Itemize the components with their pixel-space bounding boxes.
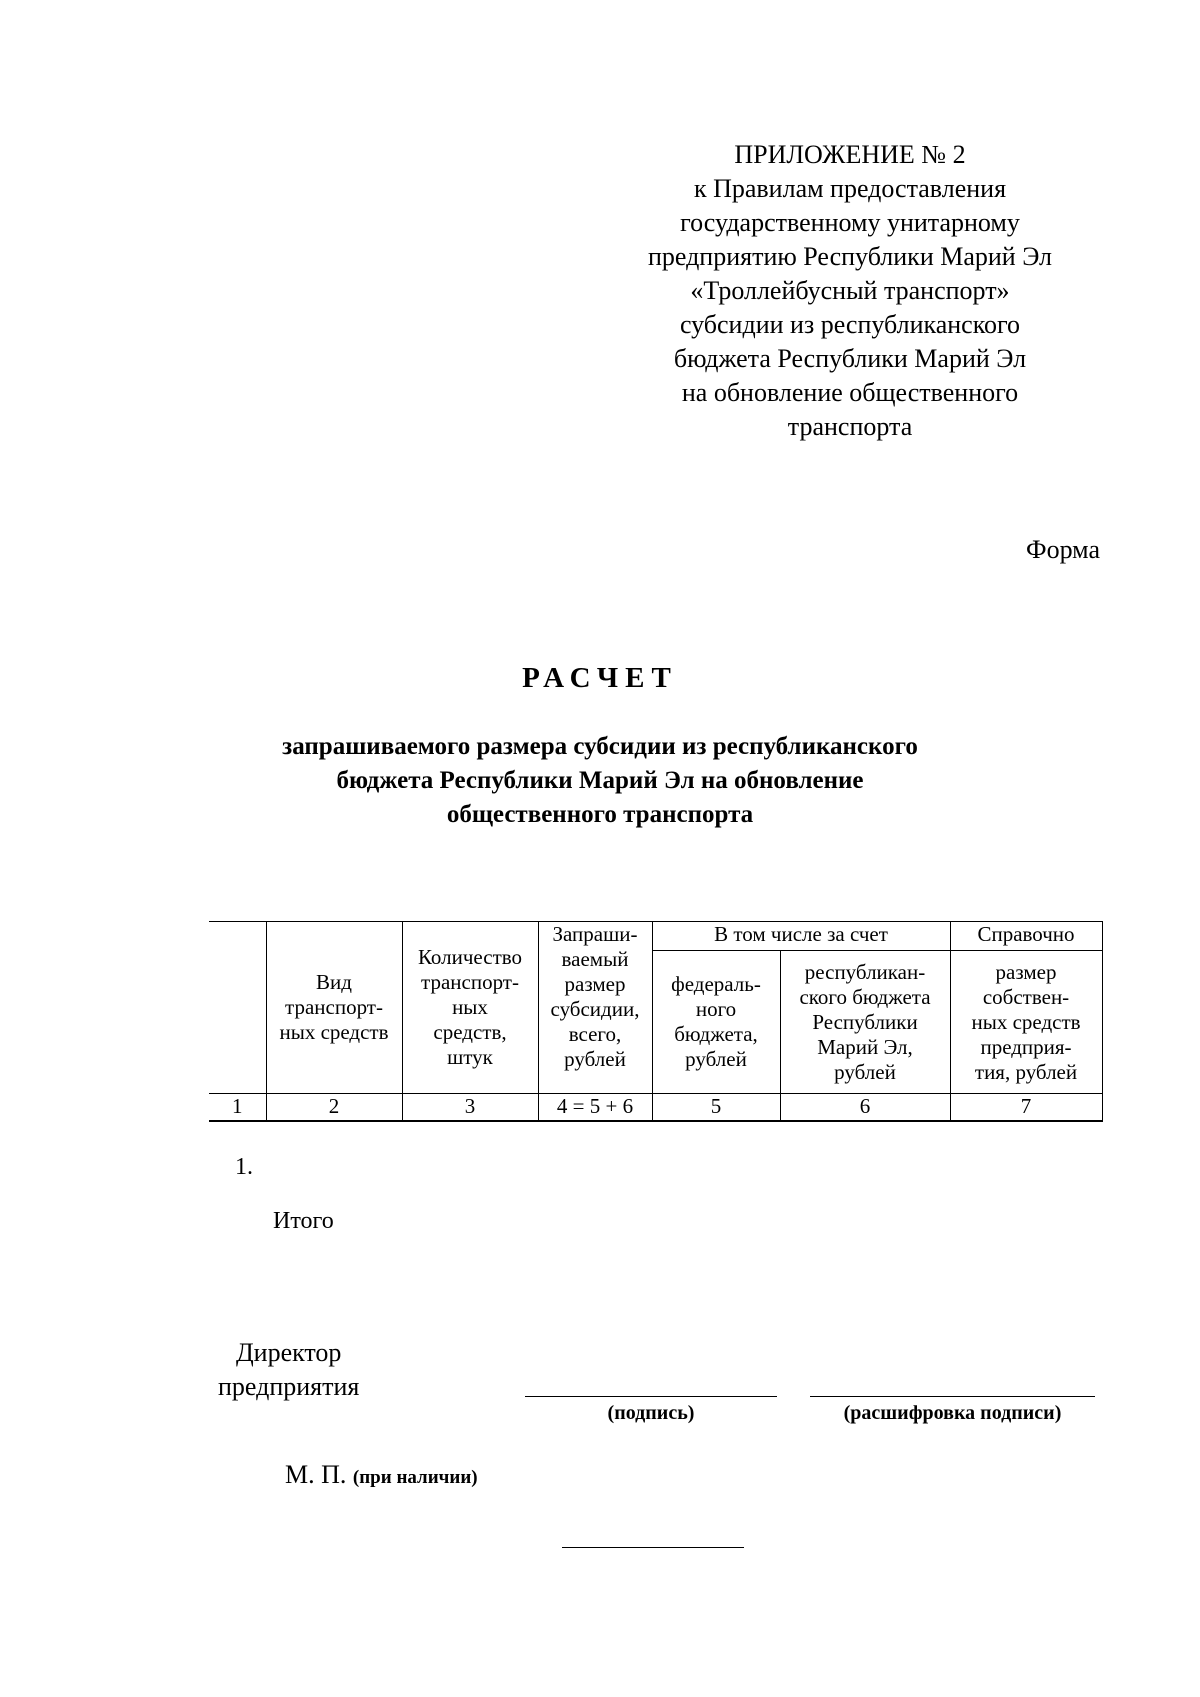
column-number: 1 (209, 1094, 266, 1122)
header-vehicle-type: Вид транспорт- ных средств (266, 922, 402, 1094)
appendix-line: предприятию Республики Марий Эл (647, 242, 1053, 271)
signer-position-line: предприятия (218, 1372, 360, 1401)
seal-placeholder (285, 1460, 478, 1490)
seal-note: (при наличии) (352, 1467, 478, 1488)
total-label: Итого (273, 1208, 334, 1234)
subtitle-line: общественного транспорта (446, 801, 754, 828)
header-requested-subsidy: Запраши- ваемый размер субсидии, всего, рублей (538, 922, 652, 1094)
column-number: 3 (402, 1094, 538, 1122)
header-group-including: В том числе за счет (652, 922, 950, 951)
header-federal-budget: федераль- ного бюджета, рублей (652, 951, 780, 1094)
appendix-line: бюджета Республики Марий Эл (673, 344, 1027, 373)
appendix-line: к Правилам предоставления (693, 174, 1007, 203)
subtitle-line: бюджета Республики Марий Эл на обновление (336, 767, 864, 794)
document-title: РАСЧЕТ (522, 662, 678, 694)
appendix-line: государственному унитарному (680, 208, 1020, 237)
signature-line (525, 1396, 777, 1397)
table-row-number: 1. (235, 1154, 253, 1180)
signer-position-line: Директор (235, 1338, 342, 1367)
appendix-line: транспорта (787, 412, 913, 441)
header-republic-budget: республикан- ского бюджета Республики Марий Эл, рублей (780, 951, 950, 1094)
appendix-line: «Троллейбусный транспорт» (690, 276, 1010, 305)
column-number: 7 (950, 1094, 1102, 1122)
subsidy-calculation-table (209, 921, 1103, 1122)
appendix-line: ПРИЛОЖЕНИЕ № 2 (734, 140, 966, 169)
seal-label: М. П. (285, 1460, 347, 1489)
name-caption: (расшифровка подписи) (843, 1402, 1062, 1424)
column-number: 2 (266, 1094, 402, 1122)
header-group-reference: Справочно (950, 922, 1102, 951)
appendix-line: на обновление общественного (681, 378, 1019, 407)
document-subtitle (200, 730, 1000, 832)
column-number: 5 (652, 1094, 780, 1122)
header-cell-number (209, 922, 266, 1094)
signer-position (218, 1336, 359, 1404)
column-number: 4 = 5 + 6 (538, 1094, 652, 1122)
column-number: 6 (780, 1094, 950, 1122)
name-line (810, 1396, 1095, 1397)
header-own-funds: размер собствен- ных средств предприя- тия, рублей (950, 951, 1102, 1094)
signature-caption: (подпись) (607, 1402, 695, 1424)
form-label: Форма (1026, 535, 1100, 564)
end-divider (562, 1547, 744, 1548)
header-vehicle-count: Количество транспорт- ных средств, штук (402, 922, 538, 1094)
appendix-heading (600, 138, 1100, 444)
subtitle-line: запрашиваемого размера субсидии из республиканского (282, 733, 918, 760)
appendix-line: субсидии из республиканского (679, 310, 1021, 339)
